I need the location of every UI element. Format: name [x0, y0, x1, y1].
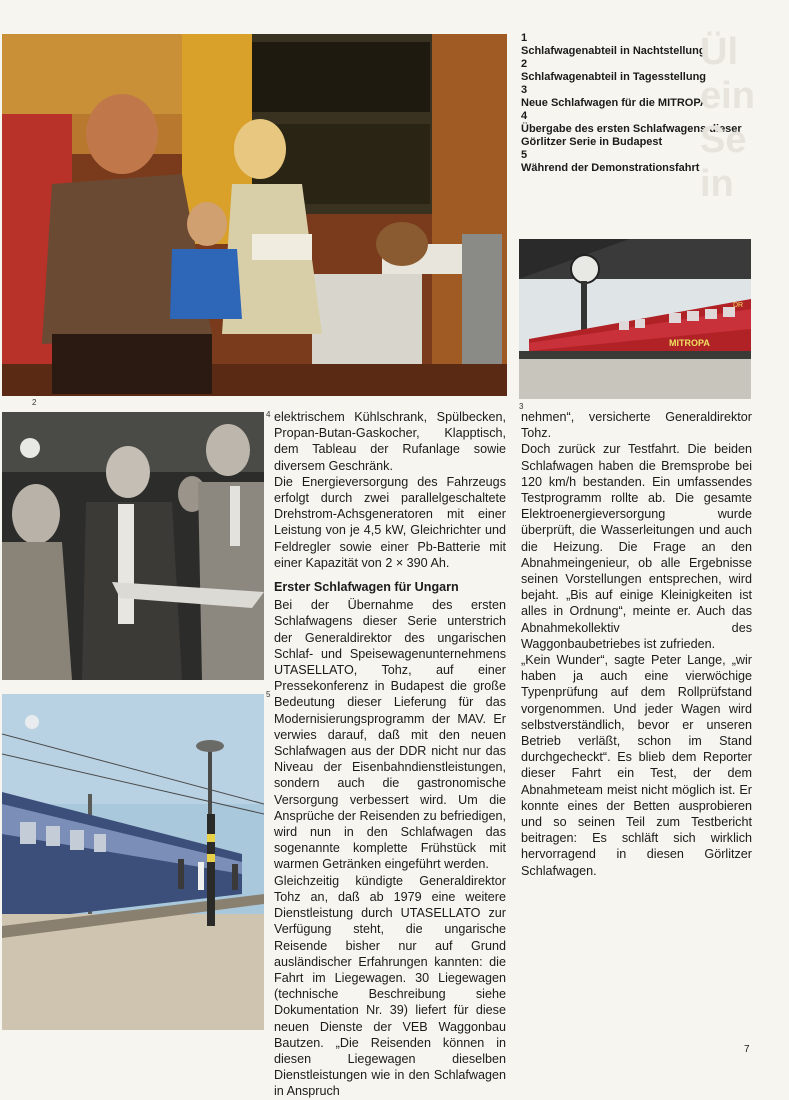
- caption-text: Neue Schlafwagen für die MITROPA: [521, 97, 708, 109]
- photo-label-2: 2: [32, 398, 37, 407]
- body-paragraph: elektrischem Kühlschrank, Spülbecken, Propan-Butan-Gaskocher, Klapptisch, dem Tableau der Rufanlage sowie diversem Geschränk.: [274, 410, 506, 473]
- page-number: 7: [744, 1044, 750, 1055]
- caption-number: 3: [521, 84, 528, 96]
- photo-mitropa-wagons: [519, 239, 751, 399]
- caption-number: 1: [521, 32, 528, 44]
- caption-text: Während der Demonstrationsfahrt: [521, 162, 700, 174]
- body-paragraph: Doch zurück zur Testfahrt. Die beiden Schlafwagen haben die Bremsprobe bei 120 km/h bestanden. Ein umfassendes Testprogramm rollte ab. Die gesamte Elektroenergieversorgung wurde überprüft, die Wasserleitungen und auch die Heizung. Die Frage an den Abnahmeingenieur, ob alle Ergebnisse seinen Vorstellungen entsprechen, wird bejaht. „Bis auf einige Kleinigkeiten ist alles in Ordnung“, meinte er. Auch das Abnahmekollektiv des Waggonbaubetriebes ist zufrieden.: [521, 442, 752, 651]
- wagon-lettering: MITROPA: [669, 338, 710, 348]
- body-paragraph: nehmen“, versicherte Generaldirektor Tohz.: [521, 410, 752, 441]
- text-column-left: [274, 409, 506, 1100]
- caption-number: 4: [521, 110, 528, 122]
- caption-number: 2: [521, 58, 528, 70]
- show-through-text: Ül ein Se in: [700, 31, 755, 205]
- photo-label-5: 5: [266, 690, 271, 699]
- section-heading: Erster Schlafwagen für Ungarn: [274, 580, 459, 595]
- caption-text: Übergabe des ersten Schlafwagens dieser: [521, 123, 742, 135]
- body-paragraph: Gleichzeitig kündigte Generaldirektor Tohz an, daß ab 1979 eine weitere Dienstleistung durch UTASELLATO zur Verfügung steht, die ungarische Reisende bisher nur auf Grund ausländischer Erfahrungen kannten: die Fahrt im Liegewagen. 30 Liegewagen (technische Beschreibung siehe Dokumentation Nr. 39) liefert für diese neuen Dienste der VEB Waggonbau Bautzen. „Die Reisenden können in diesen Liegewagen dieselben Dienstleistungen wie in den Schlafwagen in Anspruch: [274, 873, 506, 1099]
- wagon-logo: DR: [733, 302, 744, 309]
- caption-text: Schlafwagenabteil in Tagesstellung: [521, 71, 707, 83]
- text-column-right: [521, 409, 752, 879]
- caption-text: Görlitzer Serie in Budapest: [521, 136, 663, 148]
- photo-compartment-day: [2, 34, 507, 396]
- caption-text: Schlafwagenabteil in Nachtstellung: [521, 45, 706, 57]
- photo-label-3: 3: [519, 402, 524, 411]
- photo-handover-budapest: [2, 412, 264, 680]
- caption-number: 5: [521, 149, 528, 161]
- photo-label-4: 4: [266, 410, 271, 419]
- body-paragraph: Die Energieversorgung des Fahrzeugs erfolgt durch zwei parallelgeschaltete Drehstrom-Achsgeneratoren mit einer Leistung von je 4,5 kW, Gleichrichter und Feldregler sowie einer Pb-Batterie mit einer Kapazität von 2 × 390 Ah.: [274, 474, 506, 570]
- body-paragraph: Bei der Übernahme des ersten Schlafwagens dieser Serie unterstrich der Generaldirektor des ungarischen Schlaf- und Speisewagenunternehmens UTASELLATO, Tohz, auf einer Pressekonferenz in Budapest die große Bedeutung dieser Lieferung für das Modernisierungsprogramm der MAV. Er verwies darauf, daß mit den neuen Schlafwagen aus der DDR nicht nur das Niveau der Eisenbahndienstleistungen, sondern auch die gastronomische Versorgung verbessert wird. Um die Ansprüche der Reisenden zu befriedigen, wird nun in den Schlafwagen das sogenannte komplette Frühstück mit warmen Getränken eingeführt werden.: [274, 598, 506, 872]
- body-paragraph: „Kein Wunder“, sagte Peter Lange, „wir haben ja auch eine vierwöchige Typenprüfung auf dem Rollprüfstand vorgenommen. Und jeder Wagen wird selbstverständlich, bevor er unseren Betrieb verläßt, schon im Stand durchgecheckt“. Es blieb dem Reporter dieser Fahrt ein Test, der dem Abnahmeteam meist nicht möglich ist. Er konnte eines der Betten ausprobieren und so seinen Teil zum Testbericht beitragen: Es schläft sich wirklich hervorragend in diesen Görlitzer Schlafwagen.: [521, 653, 752, 878]
- photo-demonstration-run: [2, 694, 264, 1030]
